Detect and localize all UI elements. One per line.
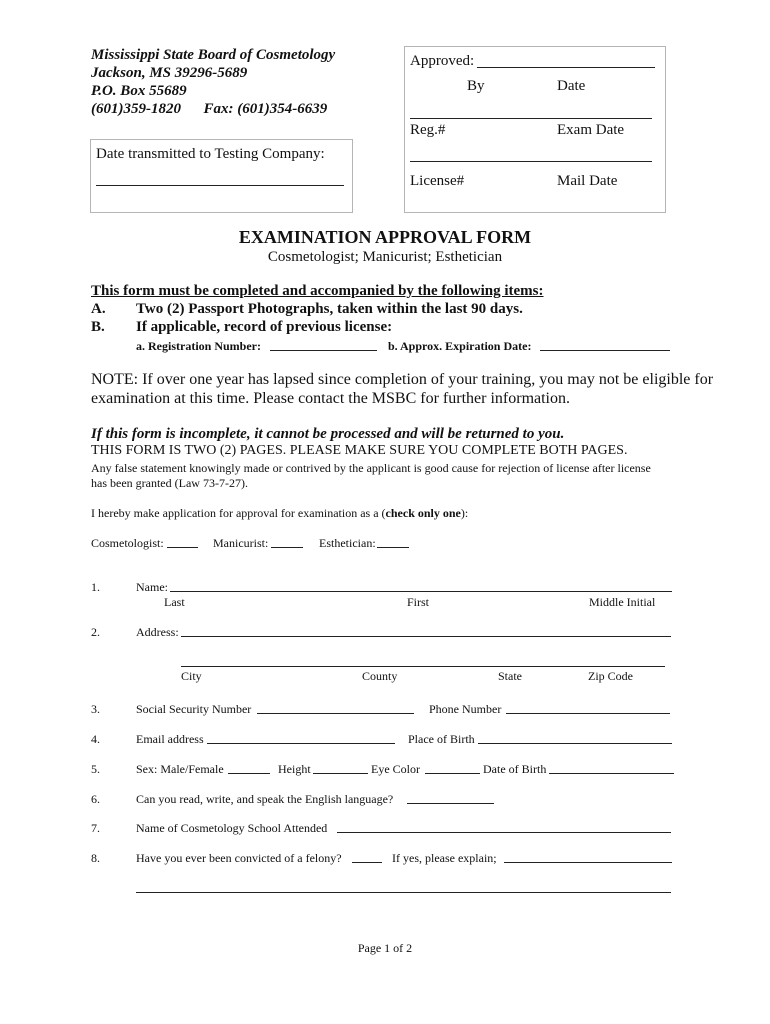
note-line-2: examination at this time. Please contact the MSBC for further information. bbox=[91, 390, 570, 407]
school-field[interactable] bbox=[337, 832, 671, 833]
license-label: License# bbox=[410, 173, 465, 189]
item-number-6: 6. bbox=[91, 792, 100, 806]
item-number-1: 1. bbox=[91, 580, 100, 594]
org-po-box: P.O. Box 55689 bbox=[91, 83, 187, 99]
page-number: Page 1 of 2 bbox=[357, 941, 413, 955]
requirements-heading: This form must be completed and accompanied by the following items: bbox=[91, 283, 544, 299]
height-field[interactable] bbox=[313, 773, 368, 774]
by-label: By bbox=[467, 78, 485, 94]
name-label: Name: bbox=[136, 580, 168, 594]
item-number-5: 5. bbox=[91, 762, 100, 776]
two-pages-notice: THIS FORM IS TWO (2) PAGES. PLEASE MAKE SURE YOU COMPLETE BOTH PAGES. bbox=[91, 443, 628, 458]
dob-field[interactable] bbox=[549, 773, 674, 774]
reg-label: Reg.# bbox=[410, 122, 446, 138]
page-title: EXAMINATION APPROVAL FORM bbox=[238, 227, 532, 247]
req-a-letter: A. bbox=[91, 301, 106, 317]
email-field[interactable] bbox=[207, 743, 395, 744]
state-caption: State bbox=[498, 669, 522, 683]
zip-caption: Zip Code bbox=[588, 669, 633, 683]
esthetician-check[interactable] bbox=[377, 547, 409, 548]
expiration-date-line[interactable] bbox=[540, 350, 670, 351]
address-label: Address: bbox=[136, 625, 179, 639]
name-field[interactable] bbox=[170, 591, 672, 592]
org-phone-fax: (601)359-1820 Fax: (601)354-6639 bbox=[91, 101, 328, 117]
address-city-line[interactable] bbox=[181, 666, 665, 667]
transmit-label: Date transmitted to Testing Company: bbox=[96, 146, 325, 162]
county-caption: County bbox=[362, 669, 398, 683]
req-b-text: If applicable, record of previous license: bbox=[136, 319, 393, 335]
approved-line[interactable] bbox=[477, 67, 655, 68]
cosmetologist-label: Cosmetologist: bbox=[91, 536, 164, 550]
org-name: Mississippi State Board of Cosmetology bbox=[91, 47, 336, 63]
explain-field[interactable] bbox=[504, 862, 672, 863]
name-first-caption: First bbox=[407, 595, 430, 609]
approved-signature-line[interactable] bbox=[410, 118, 652, 119]
sex-label: Sex: Male/Female bbox=[136, 762, 224, 776]
felony-label: Have you ever been convicted of a felony? bbox=[136, 851, 342, 865]
item-number-7: 7. bbox=[91, 821, 100, 835]
page-subtitle: Cosmetologist; Manicurist; Esthetician bbox=[267, 249, 503, 265]
ssn-label: Social Security Number bbox=[136, 702, 252, 716]
item-number-3: 3. bbox=[91, 702, 100, 716]
transmit-date-line[interactable] bbox=[96, 185, 344, 186]
application-statement: I hereby make application for approval for examination as a (check only one): bbox=[91, 506, 469, 520]
approved-label: Approved: bbox=[410, 53, 475, 69]
name-last-caption: Last bbox=[164, 595, 185, 609]
manicurist-label: Manicurist: bbox=[213, 536, 269, 550]
false-statement-line-2: has been granted (Law 73-7-27). bbox=[91, 476, 248, 490]
explain-label: If yes, please explain; bbox=[392, 851, 497, 865]
address-field[interactable] bbox=[181, 636, 671, 637]
mail-date-label: Mail Date bbox=[557, 173, 618, 189]
exam-date-label: Exam Date bbox=[557, 122, 625, 138]
city-caption: City bbox=[181, 669, 202, 683]
item-number-4: 4. bbox=[91, 732, 100, 746]
explain-continuation-line[interactable] bbox=[136, 892, 671, 893]
name-middle-caption: Middle Initial bbox=[589, 595, 656, 609]
birthplace-label: Place of Birth bbox=[408, 732, 475, 746]
height-label: Height bbox=[278, 762, 311, 776]
sex-field[interactable] bbox=[228, 773, 270, 774]
felony-field[interactable] bbox=[352, 862, 382, 863]
english-label: Can you read, write, and speak the English language? bbox=[136, 792, 394, 806]
school-label: Name of Cosmetology School Attended bbox=[136, 821, 328, 835]
cosmetologist-check[interactable] bbox=[167, 547, 198, 548]
phone-label: Phone Number bbox=[429, 702, 502, 716]
item-number-2: 2. bbox=[91, 625, 100, 639]
esthetician-label: Esthetician: bbox=[319, 536, 376, 550]
item-number-8: 8. bbox=[91, 851, 100, 865]
org-city: Jackson, MS 39296-5689 bbox=[91, 65, 248, 81]
date-label: Date bbox=[557, 78, 586, 94]
expiration-date-label: b. Approx. Expiration Date: bbox=[388, 339, 532, 353]
note-line-1: NOTE: If over one year has lapsed since completion of your training, you may not be eligible for bbox=[91, 371, 714, 388]
english-field[interactable] bbox=[407, 803, 494, 804]
reg-line[interactable] bbox=[410, 161, 652, 162]
incomplete-warning: If this form is incomplete, it cannot be processed and will be returned to you. bbox=[91, 426, 565, 442]
false-statement-line-1: Any false statement knowingly made or contrived by the applicant is good cause for rejection of license after license bbox=[91, 461, 651, 475]
req-a-text: Two (2) Passport Photographs, taken within the last 90 days. bbox=[136, 301, 523, 317]
registration-number-line[interactable] bbox=[270, 350, 377, 351]
eye-color-label: Eye Color bbox=[371, 762, 420, 776]
email-label: Email address bbox=[136, 732, 204, 746]
dob-label: Date of Birth bbox=[483, 762, 547, 776]
birthplace-field[interactable] bbox=[478, 743, 672, 744]
ssn-field[interactable] bbox=[257, 713, 414, 714]
phone-field[interactable] bbox=[506, 713, 670, 714]
manicurist-check[interactable] bbox=[271, 547, 303, 548]
req-b-letter: B. bbox=[91, 319, 105, 335]
registration-number-label: a. Registration Number: bbox=[136, 339, 261, 353]
eye-color-field[interactable] bbox=[425, 773, 480, 774]
